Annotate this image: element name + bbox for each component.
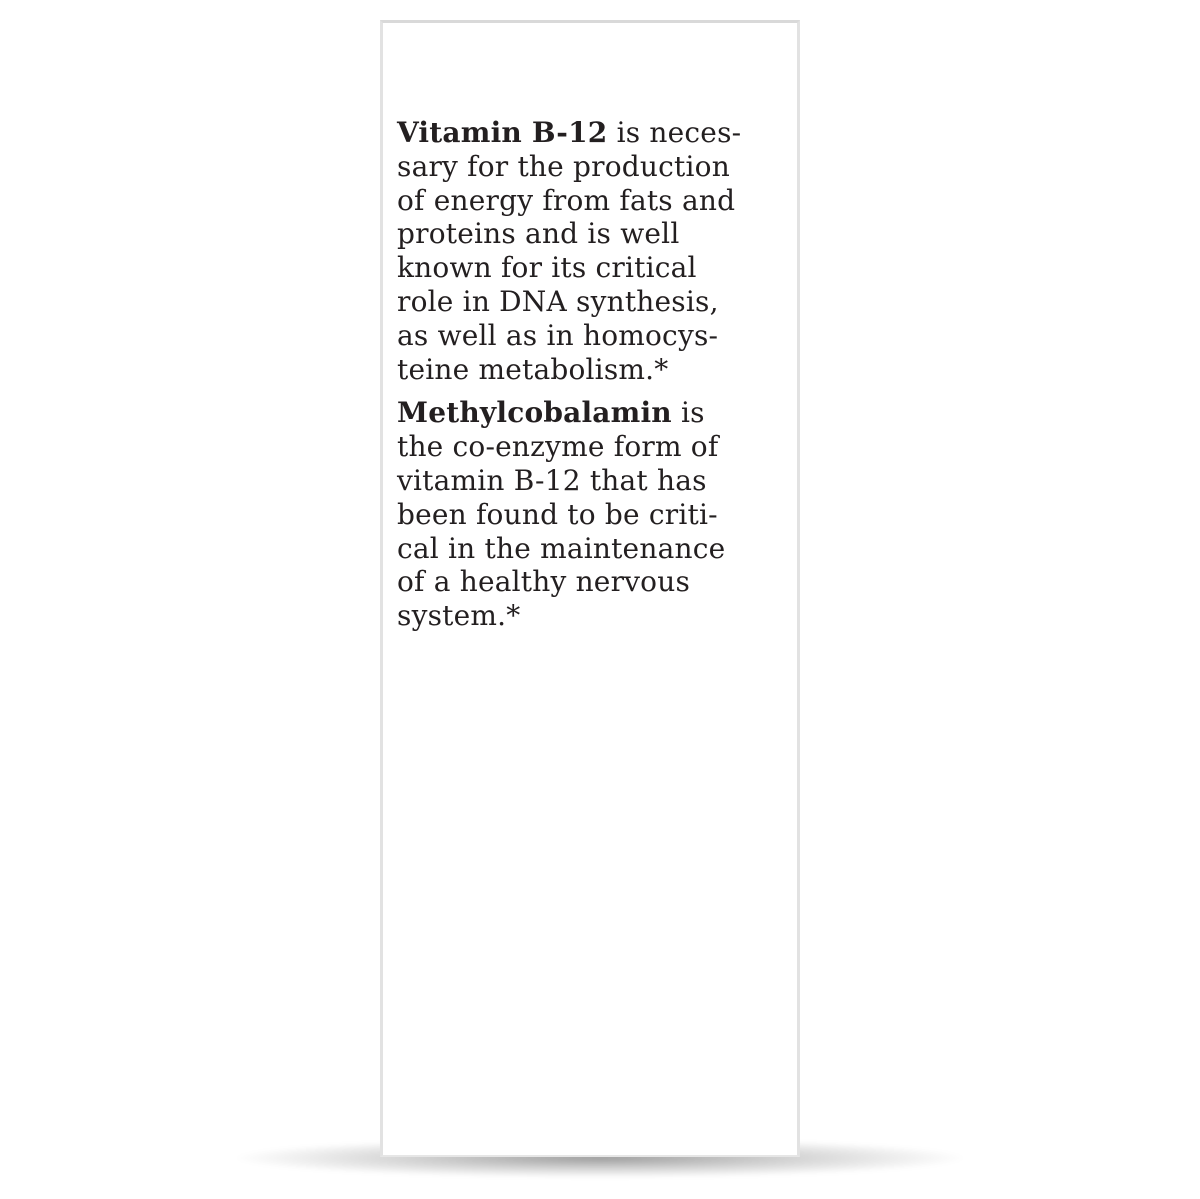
text-line: teine metabolism.* bbox=[397, 352, 669, 386]
paragraph-vitamin-b12 bbox=[397, 116, 797, 386]
text-line: proteins and is well bbox=[397, 217, 680, 251]
text-line: the co-enzyme form of bbox=[397, 430, 719, 464]
text-line: role in DNA synthesis, bbox=[397, 284, 719, 318]
description-text bbox=[397, 116, 797, 643]
text-line: been found to be criti- bbox=[397, 497, 718, 531]
text-line: as well as in homocys- bbox=[397, 318, 719, 352]
bold-term: Methylcobalamin bbox=[397, 396, 672, 430]
text-line: Vitamin B-12 is neces- bbox=[397, 116, 742, 149]
bold-term: Vitamin B-12 bbox=[397, 116, 608, 149]
text-line: sary for the production bbox=[397, 149, 730, 183]
text-line: of energy from fats and bbox=[397, 183, 736, 217]
package-side-panel bbox=[380, 20, 800, 1157]
text-line: of a healthy nervous bbox=[397, 565, 691, 599]
text-line: cal in the maintenance bbox=[397, 531, 726, 565]
text-line: Methylcobalamin is bbox=[397, 396, 705, 430]
text-line: vitamin B-12 that has bbox=[397, 463, 707, 497]
text-line: system.* bbox=[397, 599, 521, 633]
paragraph-methylcobalamin bbox=[397, 396, 797, 633]
text-line: known for its critical bbox=[397, 251, 697, 285]
